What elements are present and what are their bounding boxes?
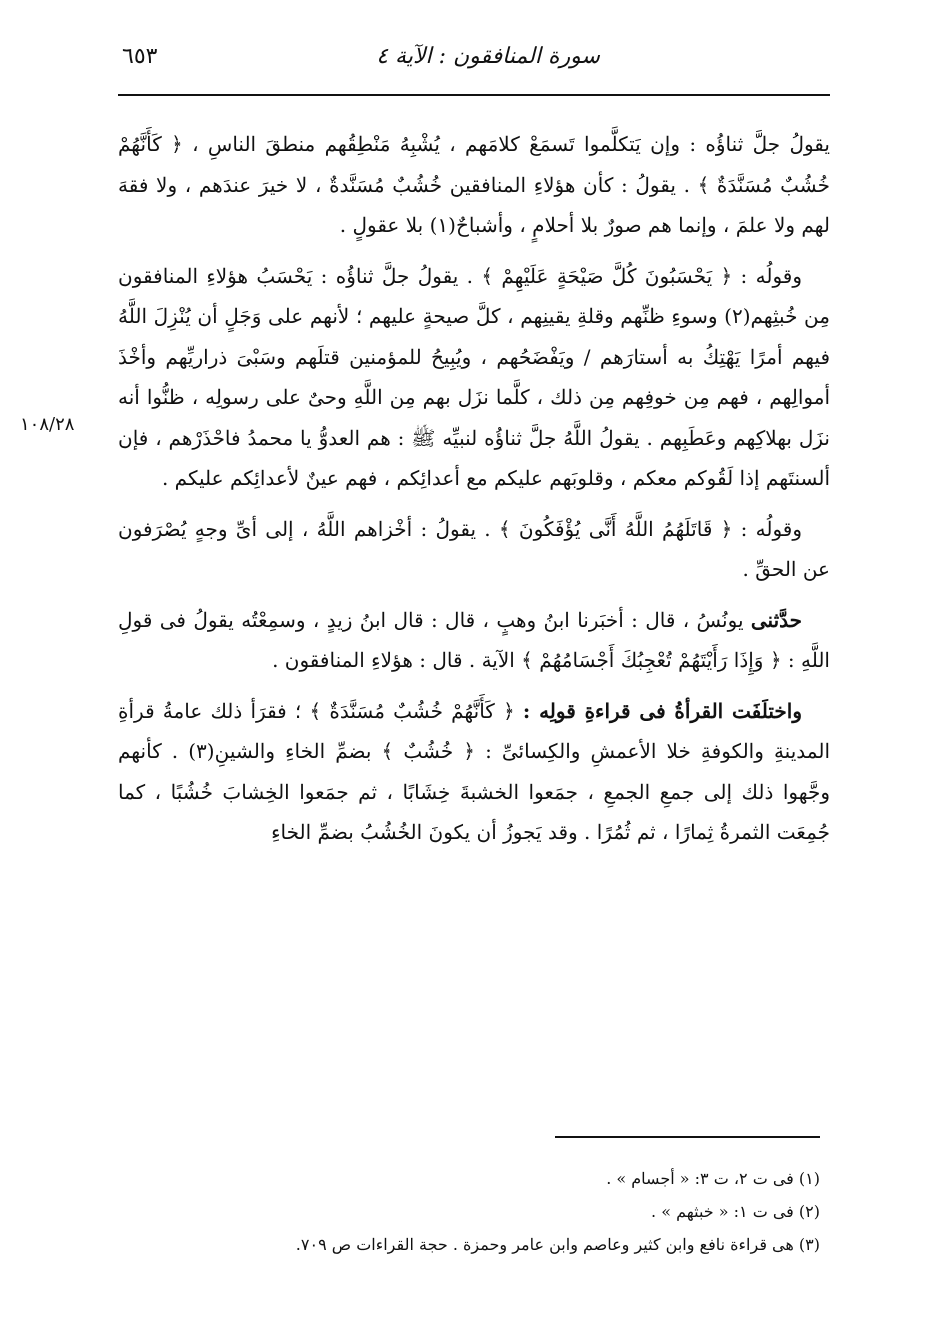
footnote: (٣) هى قراءة نافع وابن كثير وعاصم وابن عامر وحمزة . حجة القراءات ص ٧٠٩. — [295, 1235, 820, 1254]
paragraph — [118, 256, 830, 499]
paragraph-lead: واختلَفَت القرأةُ فى قراءةِ قولِه : — [522, 698, 803, 723]
paragraph-text: وقولُه : ﴿ يَحْسَبُونَ كُلَّ صَيْحَةٍ عَلَيْهِمْ ﴾ . يقولُ جلَّ ثناؤُه : يَحْسَبُ هؤلاءِ المنافقون مِن خُبثِهم(٢) وسوءِ ظنِّهم وقلةِ يقينِهم ، كلَّ صيحةٍ عليهم ؛ لأنهم على وَجَلٍ أن يُنْزِلَ اللَّهُ فيهم أمرًا يَهْتِكُ به أستارَهم / ويَفْضَحُهم ، ويُبِيحُ للمؤمنين قتلَهم وسَبْىَ ذراريِّهم وأخْذَ أموالِهم ، فهم مِن خوفِهم مِن ذلك ، كلَّما نزَل بهم مِن اللَّهِ وحىٌ على رسولِه ، ظنُّوا أنه نزَل بهلاكِهم وعَطَبِهم . يقولُ اللَّهُ جلَّ ثناؤُه لنبيِّه ﷺ : هم العدوُّ يا محمدُ فاحْذَرْهم ، فإن ألسنتَهم إذا لَقُوكم معكم ، وقلوبَهم عليكم مع أعدائِكم ، فهم عينٌ لأعدائِكم عليكم . — [118, 263, 830, 490]
paragraph-text: يقولُ جلَّ ثناؤُه : وإن يَتكلَّموا تَسمَعْ كلامَهم ، يُشْبِهُ مَنْطِقُهم منطقَ الناسِ ، ﴿ كَأَنَّهُمْ خُشُبٌ مُسَنَّدَةٌ ﴾ . يقولُ : كأن هؤلاءِ المنافقين خُشُبٌ مُسَنَّدةٌ ، لا خيرَ عندَهم ، ولا فقهَ لهم ولا علمَ ، وإنما هم صورٌ بلا أحلامٍ ، وأشباحٌ(١) بلا عقولٍ . — [118, 132, 830, 237]
page-header — [118, 38, 830, 96]
paragraph-text: يونُسُ ، قال : أخبَرنا ابنُ وهبٍ ، قال : قال ابنُ زيدٍ ، وسمِعْتُه يقولُ فى قولِ اللَّهِ : ﴿ وَإِذَا رَأَيْتَهُمْ تُعْجِبُكَ أَجْسَامُهُمْ ﴾ الآية . قال : هؤلاءِ المنافقون . — [118, 607, 830, 672]
paragraph-lead: حدَّثنى — [750, 607, 803, 632]
page-number: ٦٥٣ — [122, 44, 158, 69]
paragraph — [118, 509, 830, 590]
body-text — [118, 124, 830, 863]
footnote: (٢) فى ت ١: « خبثهم » . — [651, 1202, 820, 1221]
paragraph — [118, 600, 830, 681]
paragraph-text: وقولُه : ﴿ قَاتَلَهُمُ اللَّهُ أَنَّى يُؤْفَكُونَ ﴾ . يقولُ : أخْزاهم اللَّهُ ، إلى أىِّ وجهٍ يُصْرَفون عن الحقِّ . — [118, 516, 830, 581]
footnote-divider — [555, 1136, 820, 1138]
footnote: (١) فى ت ٢، ت ٣: « أجسام » . — [606, 1169, 820, 1188]
paragraph-text: ﴿ كَأَنَّهُمْ خُشُبٌ مُسَنَّدَةٌ ﴾ ؛ فقرَأ ذلك عامةُ قرأةِ المدينةِ والكوفةِ خلا الأعمشِ والكِسائىِّ : ﴿ خُشُبٌ ﴾ بضمِّ الخاءِ والشينِ(٣) . كأنهم وجَّهوا ذلك إلى جمعِ الجمعِ ، جمَعوا الخشبةَ خِشَابًا ، ثم جمَعوا الخِشابَ خُشُبًا ، كما جُمِعَت الثمرةُ ثِمارًا ، ثم ثُمُرًا . وقد يَجوزُ أن يكونَ الخُشُبُ بضمِّ الخاءِ — [118, 698, 830, 844]
paragraph — [118, 691, 830, 853]
footnotes — [118, 1162, 820, 1261]
margin-reference: ١٠٨/٢٨ — [20, 414, 75, 435]
paragraph — [118, 124, 830, 246]
running-title: سورة المنافقون : الآية ٤ — [376, 44, 600, 69]
